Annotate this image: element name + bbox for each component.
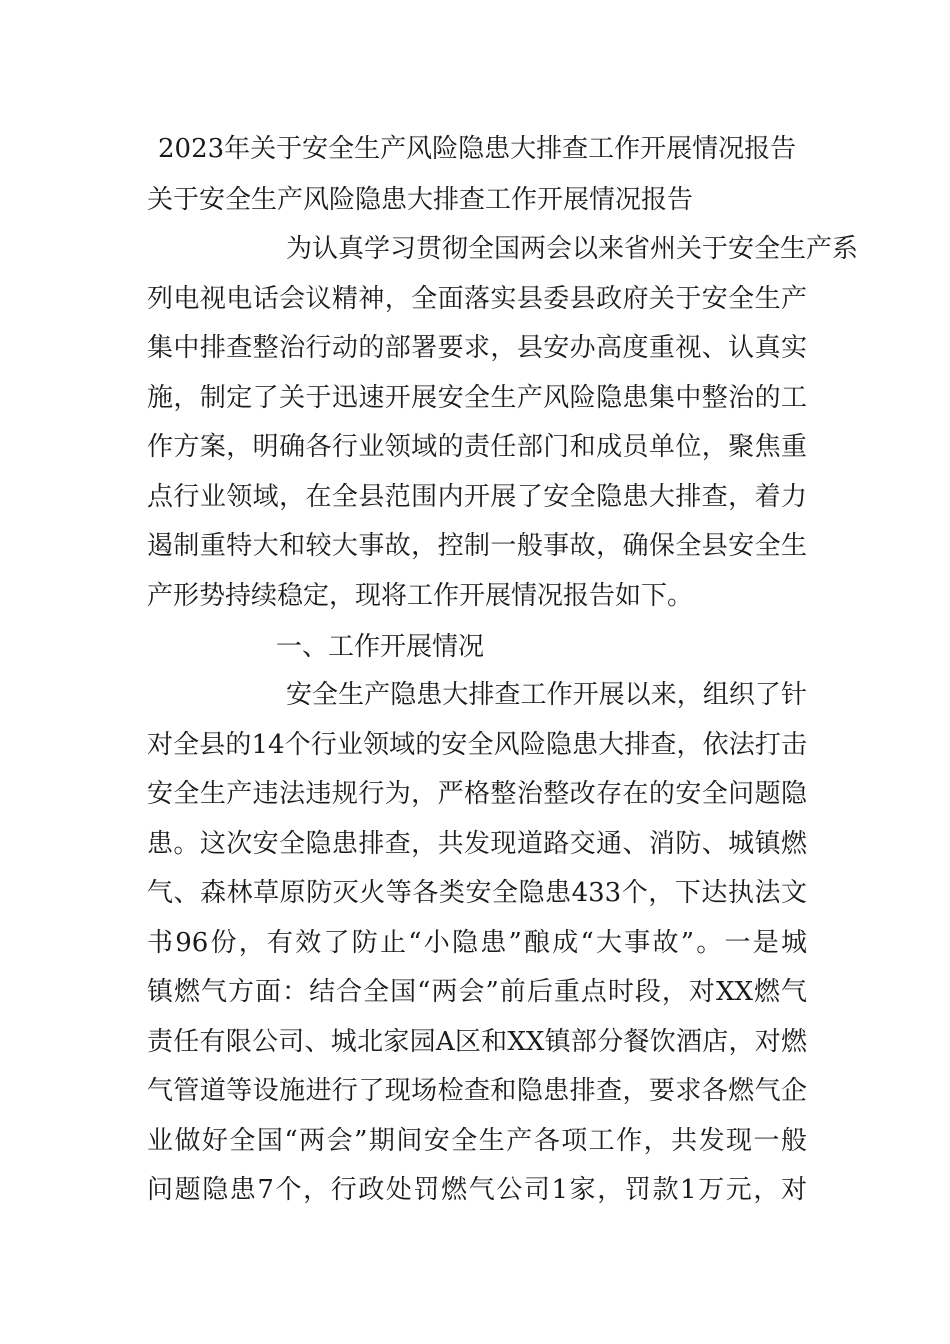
paragraph-line: 遏制重特大和较大事故，控制一般事故，确保全县安全生 — [147, 531, 807, 561]
paragraph-line: 集中排查整治行动的部署要求，县安办高度重视、认真实 — [147, 333, 807, 363]
paragraph-line: 列电视电话会议精神，全面落实县委县政府关于安全生产 — [147, 283, 807, 314]
paragraph-line: 点行业领域，在全县范围内开展了安全隐患大排查，着力 — [147, 481, 807, 512]
paragraph-line: 作方案，明确各行业领域的责任部门和成员单位，聚焦重 — [147, 432, 807, 462]
paragraph-line: 镇燃气方面：结合全国“两会”前后重点时段，对XX燃气 — [147, 977, 807, 1007]
paragraph-line: 患。这次安全隐患排查，共发现道路交通、消防、城镇燃 — [147, 828, 807, 859]
paragraph-line: 为认真学习贯彻全国两会以来省州关于安全生产系 — [286, 234, 859, 264]
document-title: 2023年关于安全生产风险隐患大排查工作开展情况报告 — [158, 134, 797, 164]
paragraph-line: 责任有限公司、城北家园A区和XX镇部分餐饮酒店，对燃 — [147, 1026, 807, 1057]
section-heading: 一、工作开展情况 — [276, 632, 485, 662]
paragraph-line: 对全县的14个行业领域的安全风险隐患大排查，依法打击 — [147, 729, 807, 760]
paragraph-line: 书96份，有效了防止“小隐患”酿成“大事故”。一是城 — [147, 927, 807, 958]
paragraph-line: 安全生产隐患大排查工作开展以来，组织了针 — [286, 680, 807, 710]
paragraph-line: 安全生产违法违规行为，严格整治整改存在的安全问题隐 — [147, 779, 807, 809]
paragraph-line: 气管道等设施进行了现场检查和隐患排查，要求各燃气企 — [147, 1076, 807, 1106]
paragraph-line: 施，制定了关于迅速开展安全生产风险隐患集中整治的工 — [147, 382, 807, 413]
paragraph-line: 业做好全国“两会”期间安全生产各项工作，共发现一般 — [147, 1125, 807, 1156]
paragraph-work-progress — [147, 671, 807, 1216]
paragraph-line: 产形势持续稳定，现将工作开展情况报告如下。 — [147, 580, 694, 611]
paragraph-line: 气、森林草原防灭火等各类安全隐患433个，下达执法文 — [147, 878, 807, 908]
document-subtitle: 关于安全生产风险隐患大排查工作开展情况报告 — [147, 185, 694, 215]
paragraph-line: 问题隐患7个，行政处罚燃气公司1家，罚款1万元，对 — [147, 1175, 807, 1205]
paragraph-intro — [147, 225, 859, 621]
